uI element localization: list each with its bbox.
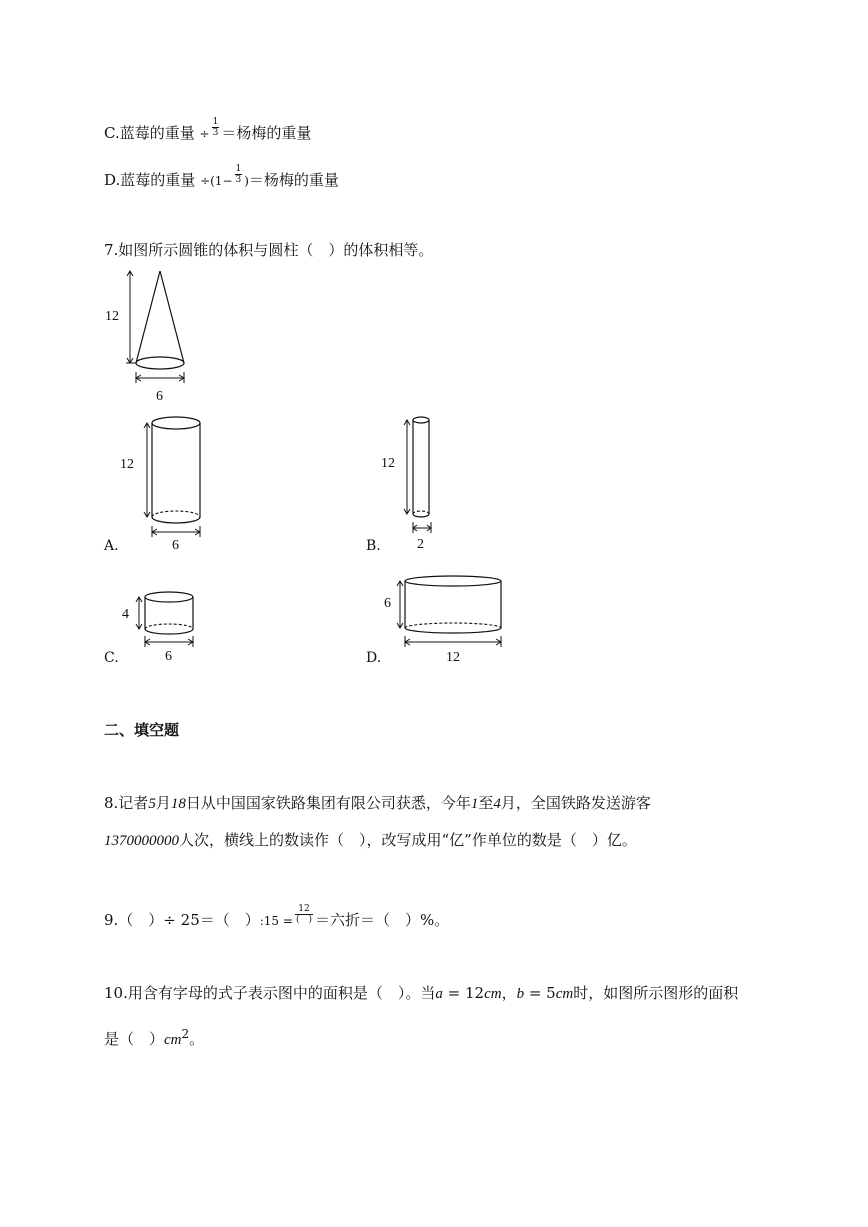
- divide-sign: ÷: [200, 174, 211, 188]
- cone-height-arrow: [126, 271, 136, 363]
- q8-line1: 8.记者5月18日从中国国家铁路集团有限公司获悉，今年1至4月，全国铁路发送游客: [104, 794, 651, 812]
- section-heading: 二、填空题: [104, 721, 180, 739]
- option-lhs: 蓝莓的重量: [119, 124, 195, 142]
- fraction: $\frac{1}{3}$: [212, 116, 219, 138]
- q6-option-c[interactable]: [104, 116, 312, 145]
- cone-diameter-arrow: [136, 372, 184, 383]
- cylinder-d-shape: [405, 576, 501, 633]
- cylinder-b-height-arrow: [404, 420, 410, 514]
- option-rhs: ＝杨梅的重量: [248, 171, 339, 189]
- cylinder-a-height-label: 12: [120, 457, 134, 472]
- option-lhs: 蓝莓的重量: [120, 171, 196, 189]
- cylinder-d-figure[interactable]: [375, 570, 515, 665]
- option-a-label[interactable]: A.: [104, 538, 119, 554]
- cylinder-a-height-arrow: [144, 423, 150, 517]
- cone-figure: [100, 266, 210, 406]
- cylinder-c-diameter-arrow: [145, 636, 193, 647]
- cylinder-d-height-arrow: [397, 581, 403, 628]
- cylinder-b-height-label: 12: [381, 456, 395, 471]
- q7-question: 7.如图所示圆锥的体积与圆柱（ ）的体积相等。: [104, 241, 434, 259]
- option-label: D.: [104, 171, 121, 189]
- cylinder-d-diameter-label: 12: [446, 650, 460, 665]
- cone-height-label: 12: [105, 309, 119, 324]
- cylinder-d-height-label: 6: [384, 596, 391, 611]
- option-rhs: ＝杨梅的重量: [221, 124, 312, 142]
- option-label: C.: [104, 124, 120, 142]
- option-c-label[interactable]: C.: [104, 650, 119, 666]
- cylinder-c-height-arrow: [136, 597, 142, 629]
- q6-option-d[interactable]: [104, 163, 339, 192]
- q9-line: 9.（ ）÷ 25＝（ ）:15 = $\frac{12}{( )}$ ＝六折＝（ ）%。: [104, 903, 450, 929]
- paren-close: ): [244, 174, 249, 188]
- cylinder-b-figure[interactable]: [375, 410, 465, 555]
- cylinder-c-shape: [145, 592, 193, 634]
- cylinder-c-height-label: 4: [122, 607, 129, 622]
- cylinder-a-diameter-arrow: [152, 526, 200, 537]
- q10-line1: 10.用含有字母的式子表示图中的面积是（ ）。当a = 12cm，b = 5cm时，如图所示图形的面积: [104, 984, 739, 1002]
- cylinder-c-figure[interactable]: [112, 585, 212, 665]
- cylinder-b-diameter-label: 2: [417, 537, 424, 552]
- fraction: $\frac{1}{3}$: [235, 163, 242, 185]
- cylinder-c-diameter-label: 6: [165, 649, 172, 664]
- cylinder-b-shape: [413, 417, 429, 517]
- q8-line2: 1370000000人次，横线上的数读作（ ），改写成用“亿”作单位的数是（ ）亿。: [104, 831, 637, 849]
- divide-sign: ÷: [199, 127, 210, 141]
- q10-line2: 是（ ）$cm^2$。: [104, 1027, 205, 1048]
- cylinder-b-diameter-arrow: [413, 522, 431, 533]
- q9-fraction: $\frac{12}{( )}$: [295, 903, 312, 925]
- q8-number: 1370000000: [104, 833, 179, 849]
- cylinder-a-shape: [152, 417, 200, 523]
- cylinder-d-diameter-arrow: [405, 636, 501, 647]
- paren-open: (1−: [210, 174, 233, 188]
- cone-diameter-label: 6: [156, 389, 163, 404]
- cylinder-a-figure[interactable]: [112, 410, 222, 555]
- cylinder-a-diameter-label: 6: [172, 538, 179, 553]
- option-b-label[interactable]: B.: [366, 538, 381, 554]
- option-d-label[interactable]: D.: [366, 650, 382, 666]
- cone-shape: [136, 271, 184, 369]
